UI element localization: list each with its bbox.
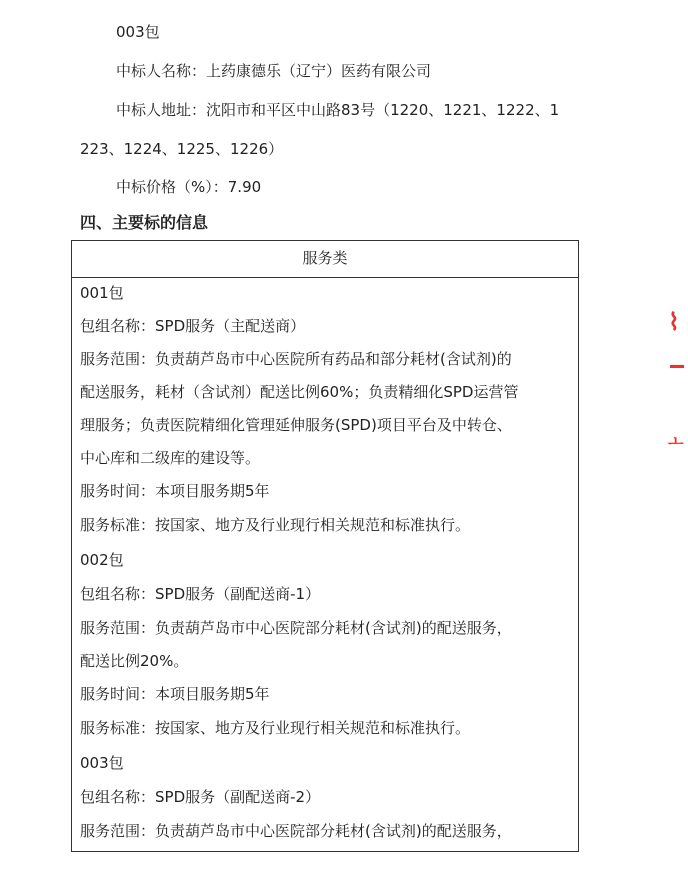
section-heading: 四、主要标的信息 (80, 213, 209, 232)
table-row: 中心库和二级库的建设等。 (80, 449, 261, 467)
table-row: 服务范围：负责葫芦岛市中心医院部分耗材(含试剂)的配送服务， (80, 619, 512, 637)
red-stamp-dash-icon (670, 365, 684, 368)
winner-address-line1: 中标人地址：沈阳市和平区中山路83号（1220、1221、1222、1 (116, 101, 560, 119)
red-stamp-mark-icon: ㅗ (668, 432, 684, 451)
winning-price: 中标价格（%）：7.90 (116, 178, 262, 196)
table-row: 配送比例20%。 (80, 652, 189, 670)
table-row: 配送服务，耗材（含试剂）配送比例60%；负责精细化SPD运营管 (80, 383, 519, 401)
table-row: 服务范围：负责葫芦岛市中心医院部分耗材(含试剂)的配送服务， (80, 822, 512, 840)
table-row: 服务时间：本项目服务期5年 (80, 482, 270, 500)
table-row: 001包 (80, 284, 124, 302)
subject-info-table (71, 240, 579, 852)
table-header: 服务类 (72, 241, 578, 278)
package-003-label: 003包 (116, 23, 160, 41)
table-row: 服务时间：本项目服务期5年 (80, 685, 270, 703)
table-row: 服务标准：按国家、地方及行业现行相关规范和标准执行。 (80, 719, 471, 737)
table-row: 包组名称：SPD服务（主配送商） (80, 317, 306, 335)
red-stamp-fragment-icon: ⌇ (668, 308, 680, 336)
winner-name: 中标人名称：上药康德乐（辽宁）医药有限公司 (116, 62, 432, 80)
table-row: 理服务；负责医院精细化管理延伸服务(SPD)项目平台及中转仓、 (80, 416, 512, 434)
table-row: 服务标准：按国家、地方及行业现行相关规范和标准执行。 (80, 516, 471, 534)
table-row: 002包 (80, 551, 124, 569)
table-row: 003包 (80, 754, 124, 772)
winner-address-line2: 223、1224、1225、1226） (80, 140, 284, 158)
table-row: 包组名称：SPD服务（副配送商-1） (80, 585, 321, 603)
table-row: 服务范围：负责葫芦岛市中心医院所有药品和部分耗材(含试剂)的 (80, 350, 512, 368)
table-row: 包组名称：SPD服务（副配送商-2） (80, 788, 321, 806)
